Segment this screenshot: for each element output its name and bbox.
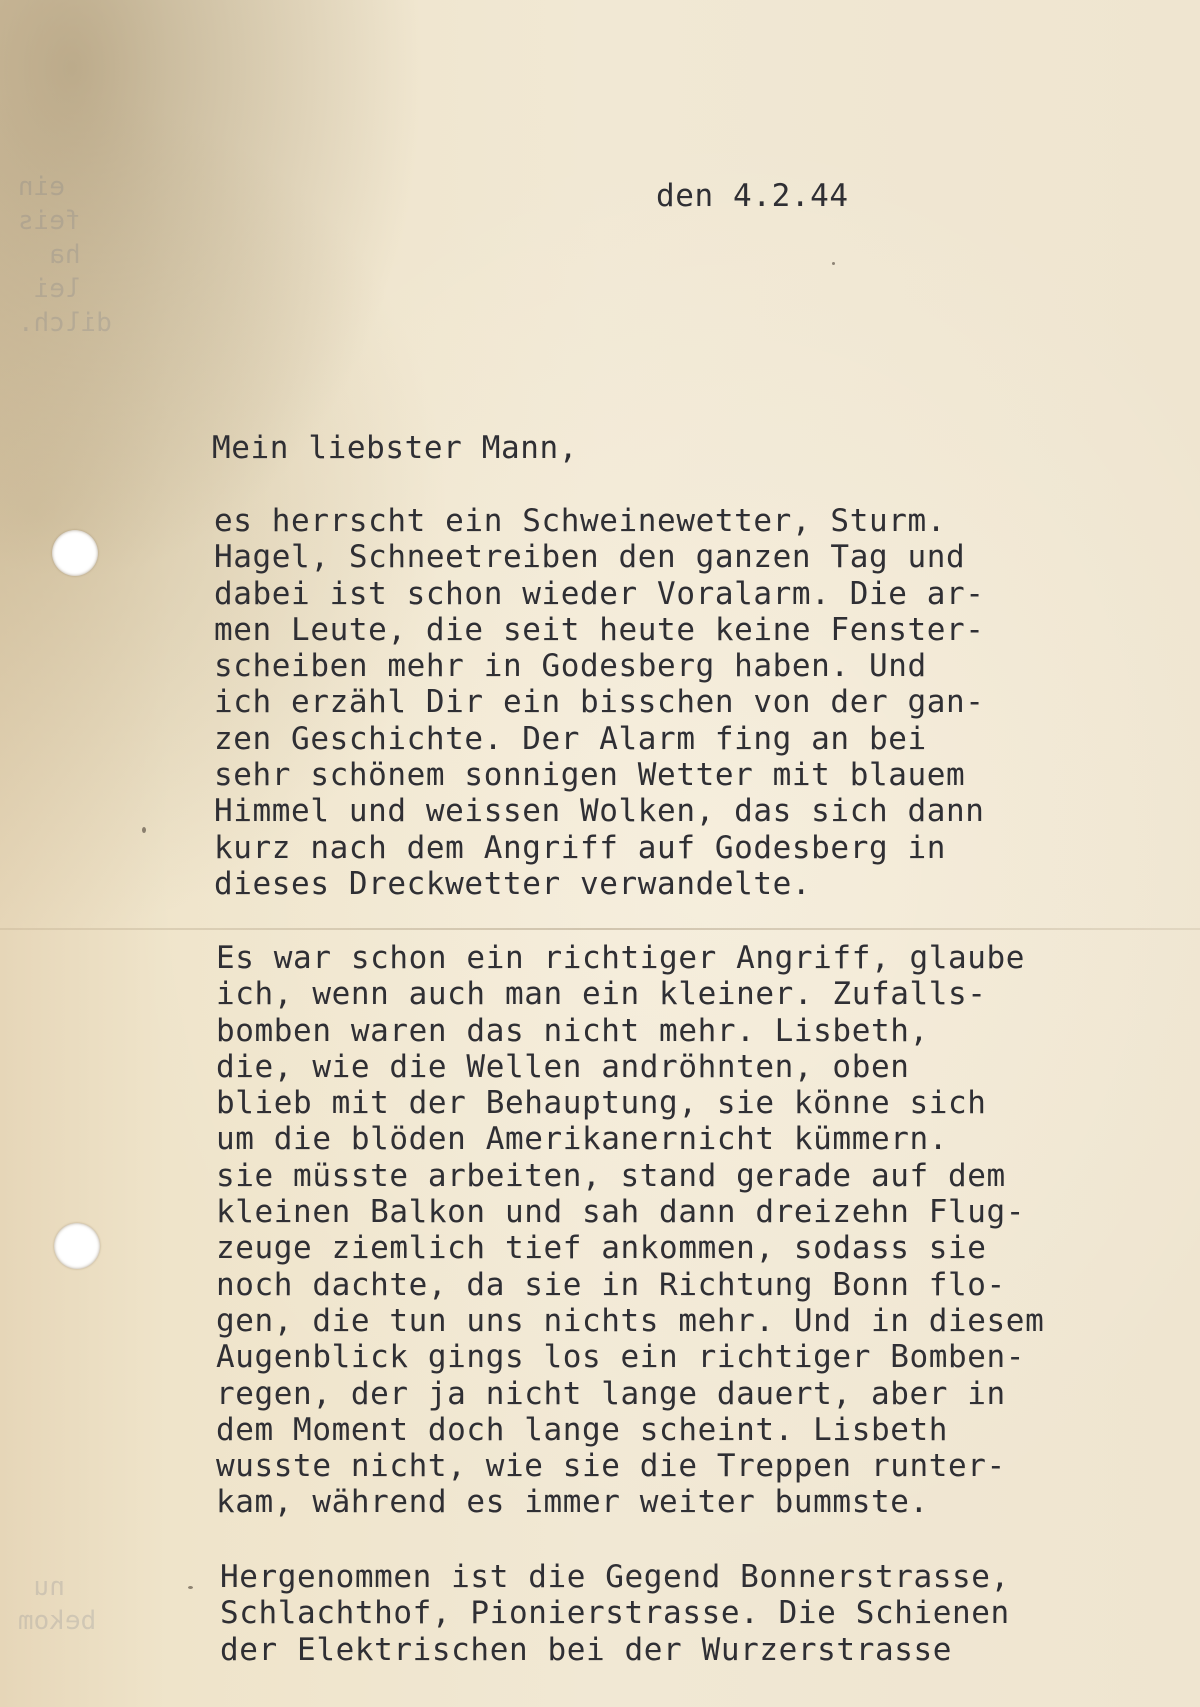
text-line: Himmel und weissen Wolken, das sich dann — [214, 793, 985, 830]
text-line: bomben waren das nicht mehr. Lisbeth, — [216, 1012, 929, 1049]
text-line: der Elektrischen bei der Wurzerstrasse — [220, 1631, 953, 1668]
letter-salutation: Mein liebster Mann, — [212, 430, 579, 466]
text-line: um die blöden Amerikanernicht kümmern. — [216, 1121, 949, 1158]
text-line: men Leute, die seit heute keine Fenster- — [214, 611, 985, 648]
text-line: kleinen Balkon und sah dann dreizehn Flug- — [216, 1194, 1026, 1231]
text-line: zen Geschichte. Der Alarm fing an bei — [214, 720, 927, 757]
text-line: Hergenommen ist die Gegend Bonnerstrasse, — [220, 1559, 1010, 1595]
punch-hole-top — [52, 530, 98, 576]
text-line: ich, wenn auch man ein kleiner. Zufalls- — [216, 976, 987, 1013]
text-line: sie müsste arbeiten, stand gerade auf dem — [216, 1157, 1006, 1194]
text-line: sehr schönem sonnigen Wetter mit blauem — [214, 757, 966, 794]
text-line: die, wie die Wellen andröhnten, oben — [216, 1048, 910, 1085]
ink-speck — [188, 1586, 193, 1589]
text-line: zeuge ziemlich tief ankommen, sodass sie — [216, 1230, 987, 1267]
letter-date: den 4.2.44 — [656, 178, 849, 214]
letter-paragraph-2 — [216, 940, 1044, 1521]
text-line: noch dachte, da sie in Richtung Bonn flo- — [216, 1266, 1006, 1303]
text-line: kurz nach dem Angriff auf Godesberg in — [214, 829, 947, 866]
show-through-ink-top: ein feis ha lei dilch. — [18, 172, 112, 338]
text-line: dem Moment doch lange scheint. Lisbeth — [216, 1411, 949, 1448]
text-line: wusste nicht, wie sie die Treppen runter- — [216, 1448, 1006, 1485]
letter-paragraph-3 — [220, 1559, 1010, 1668]
text-line: es herrscht ein Schweinewetter, Sturm. — [214, 503, 947, 539]
text-line: Hagel, Schneetreiben den ganzen Tag und — [214, 539, 966, 576]
punch-hole-bottom — [54, 1223, 100, 1269]
show-through-ink-bottom: nu bekom — [18, 1572, 97, 1636]
text-line: gen, die tun uns nichts mehr. Und in diesem — [216, 1302, 1045, 1339]
ink-speck — [832, 262, 835, 265]
text-line: dieses Dreckwetter verwandelte. — [214, 865, 812, 902]
text-line: kam, während es immer weiter bummste. — [216, 1484, 929, 1521]
text-line: scheiben mehr in Godesberg haben. Und — [214, 648, 927, 685]
text-line: regen, der ja nicht lange dauert, aber in — [216, 1375, 1006, 1412]
text-line: blieb mit der Behauptung, sie könne sich — [216, 1085, 987, 1122]
text-line: ich erzähl Dir ein bisschen von der gan- — [214, 684, 985, 721]
text-line: Schlachthof, Pionierstrasse. Die Schienen — [220, 1595, 1010, 1632]
ink-speck — [142, 827, 146, 833]
text-line: dabei ist schon wieder Voralarm. Die ar- — [214, 575, 985, 612]
text-line: Es war schon ein richtiger Angriff, glaube — [216, 940, 1026, 976]
text-line: Augenblick gings los ein richtiger Bomben- — [216, 1339, 1026, 1376]
letter-paragraph-1 — [214, 503, 985, 902]
paper-fold-line — [0, 928, 1200, 930]
